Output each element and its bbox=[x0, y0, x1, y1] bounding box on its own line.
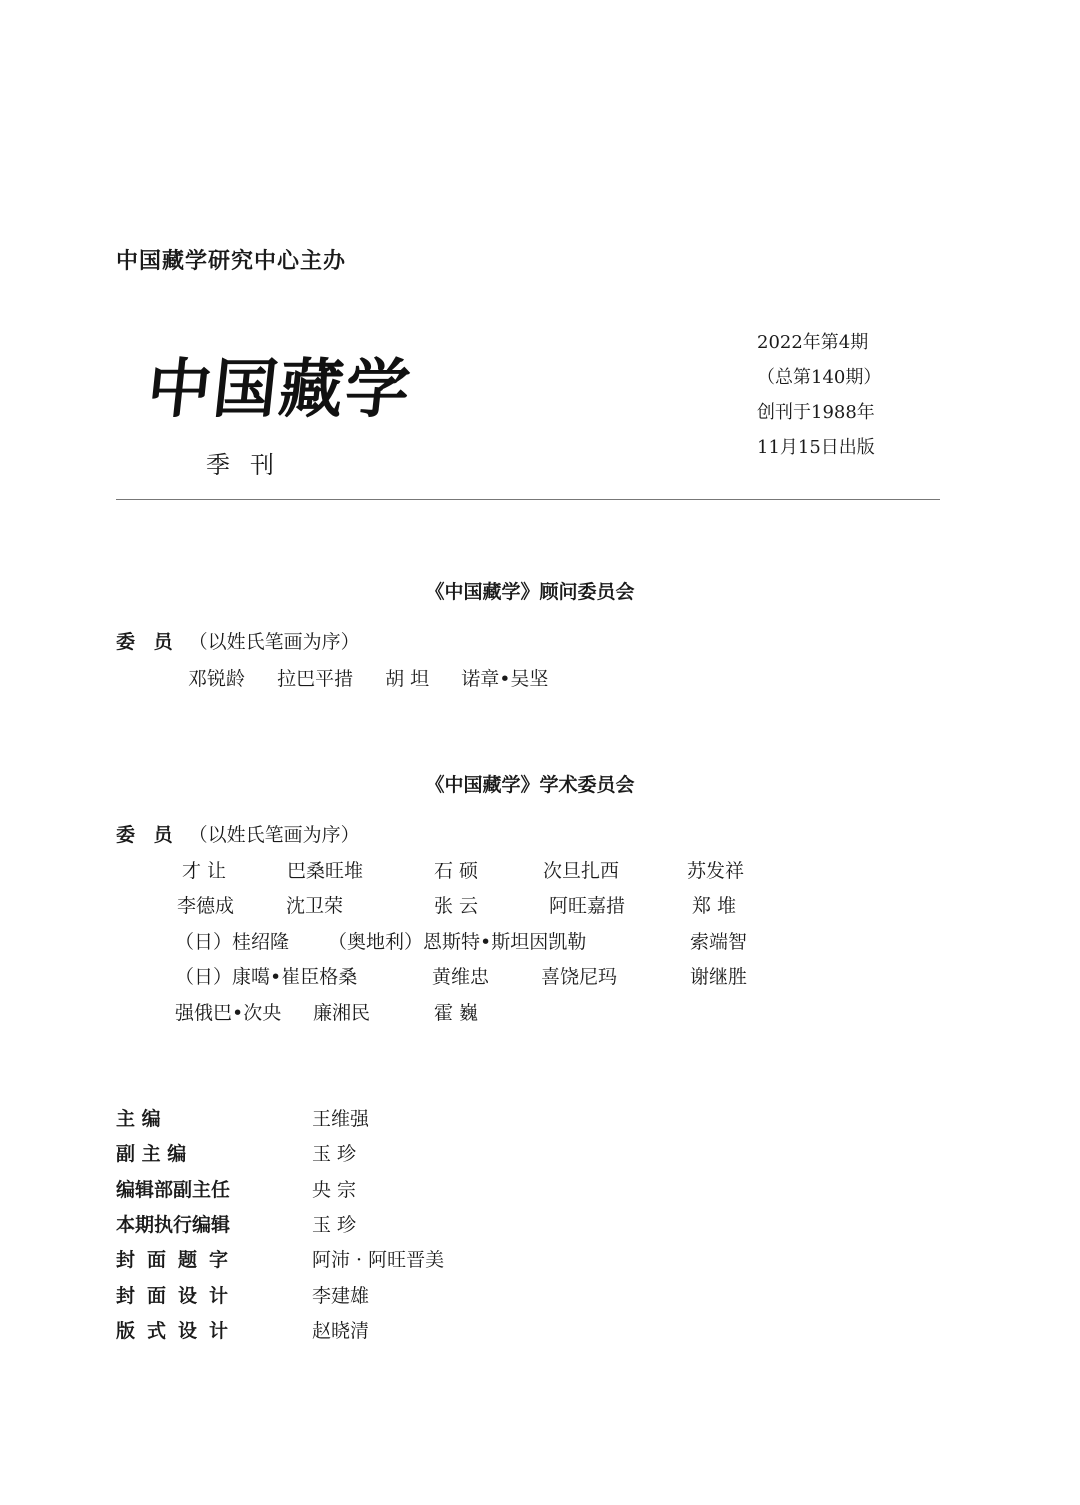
member-name: （日）康噶•崔臣格桑 bbox=[175, 966, 358, 988]
staff-name: 玉 珍 bbox=[312, 1214, 357, 1236]
member-name: 霍 巍 bbox=[434, 1002, 479, 1024]
academic-committee-heading: 《中国藏学》学术委员会 bbox=[425, 774, 635, 796]
member-name: 次旦扎西 bbox=[543, 860, 620, 882]
member-name: 才 让 bbox=[182, 860, 227, 882]
member-name: 喜饶尼玛 bbox=[541, 966, 618, 988]
staff-name: 阿沛 · 阿旺晋美 bbox=[312, 1249, 445, 1271]
staff-name: 王维强 bbox=[312, 1108, 370, 1130]
founded-year: 创刊于1988年 bbox=[757, 402, 875, 423]
publish-date: 11月15日出版 bbox=[757, 437, 875, 458]
issue-info bbox=[757, 325, 881, 465]
member-name: 强俄巴•次央 bbox=[175, 1002, 282, 1024]
member-name: 拉巴平措 bbox=[277, 668, 354, 690]
divider bbox=[116, 499, 940, 500]
advisory-members-label bbox=[116, 627, 360, 654]
advisory-member-list bbox=[188, 664, 574, 691]
advisory-committee-heading: 《中国藏学》顾问委员会 bbox=[425, 581, 635, 603]
issue-number: 2022年第4期 bbox=[757, 332, 869, 353]
staff-role: 副 主 编 bbox=[116, 1143, 187, 1165]
staff-name: 李建雄 bbox=[312, 1285, 370, 1307]
member-name: 胡 坦 bbox=[385, 668, 430, 690]
staff-name: 玉 珍 bbox=[312, 1143, 357, 1165]
staff-name: 赵晓清 bbox=[312, 1320, 370, 1342]
member-name: 邓锐龄 bbox=[188, 668, 246, 690]
order-note: （以姓氏笔画为序） bbox=[188, 824, 360, 846]
issue-total: （总第140期） bbox=[757, 367, 882, 388]
staff-role: 版式设计 bbox=[116, 1320, 241, 1342]
order-note: （以姓氏笔画为序） bbox=[188, 631, 360, 653]
member-name: （奥地利）恩斯特•斯坦因凯勒 bbox=[328, 931, 587, 953]
journal-logo: 中国藏学 bbox=[143, 352, 416, 427]
member-name: 李德成 bbox=[177, 895, 235, 917]
academic-members-label bbox=[116, 820, 360, 847]
member-name: 谢继胜 bbox=[690, 966, 748, 988]
journal-subtitle: 季刊 bbox=[206, 451, 294, 479]
member-name: 苏发祥 bbox=[687, 860, 745, 882]
member-name: 廉湘民 bbox=[313, 1002, 371, 1024]
member-name: 索端智 bbox=[690, 931, 748, 953]
member-name: （日）桂绍隆 bbox=[175, 931, 290, 953]
member-name: 郑 堆 bbox=[692, 895, 737, 917]
staff-role: 封面题字 bbox=[116, 1249, 241, 1271]
staff-role: 编辑部副主任 bbox=[116, 1179, 231, 1201]
member-name: 沈卫荣 bbox=[286, 895, 344, 917]
member-name: 石 硕 bbox=[434, 860, 479, 882]
member-name: 黄维忠 bbox=[432, 966, 490, 988]
staff-role: 主 编 bbox=[116, 1108, 161, 1130]
members-label: 委 员 bbox=[116, 631, 179, 653]
member-name: 阿旺嘉措 bbox=[549, 895, 626, 917]
staff-role: 本期执行编辑 bbox=[116, 1214, 231, 1236]
member-name: 诺章•吴坚 bbox=[461, 668, 549, 690]
member-name: 张 云 bbox=[434, 895, 479, 917]
members-label: 委 员 bbox=[116, 824, 179, 846]
member-name: 巴桑旺堆 bbox=[287, 860, 364, 882]
staff-role: 封面设计 bbox=[116, 1285, 241, 1307]
sponsor-line: 中国藏学研究中心主办 bbox=[116, 248, 347, 274]
staff-name: 央 宗 bbox=[312, 1179, 357, 1201]
